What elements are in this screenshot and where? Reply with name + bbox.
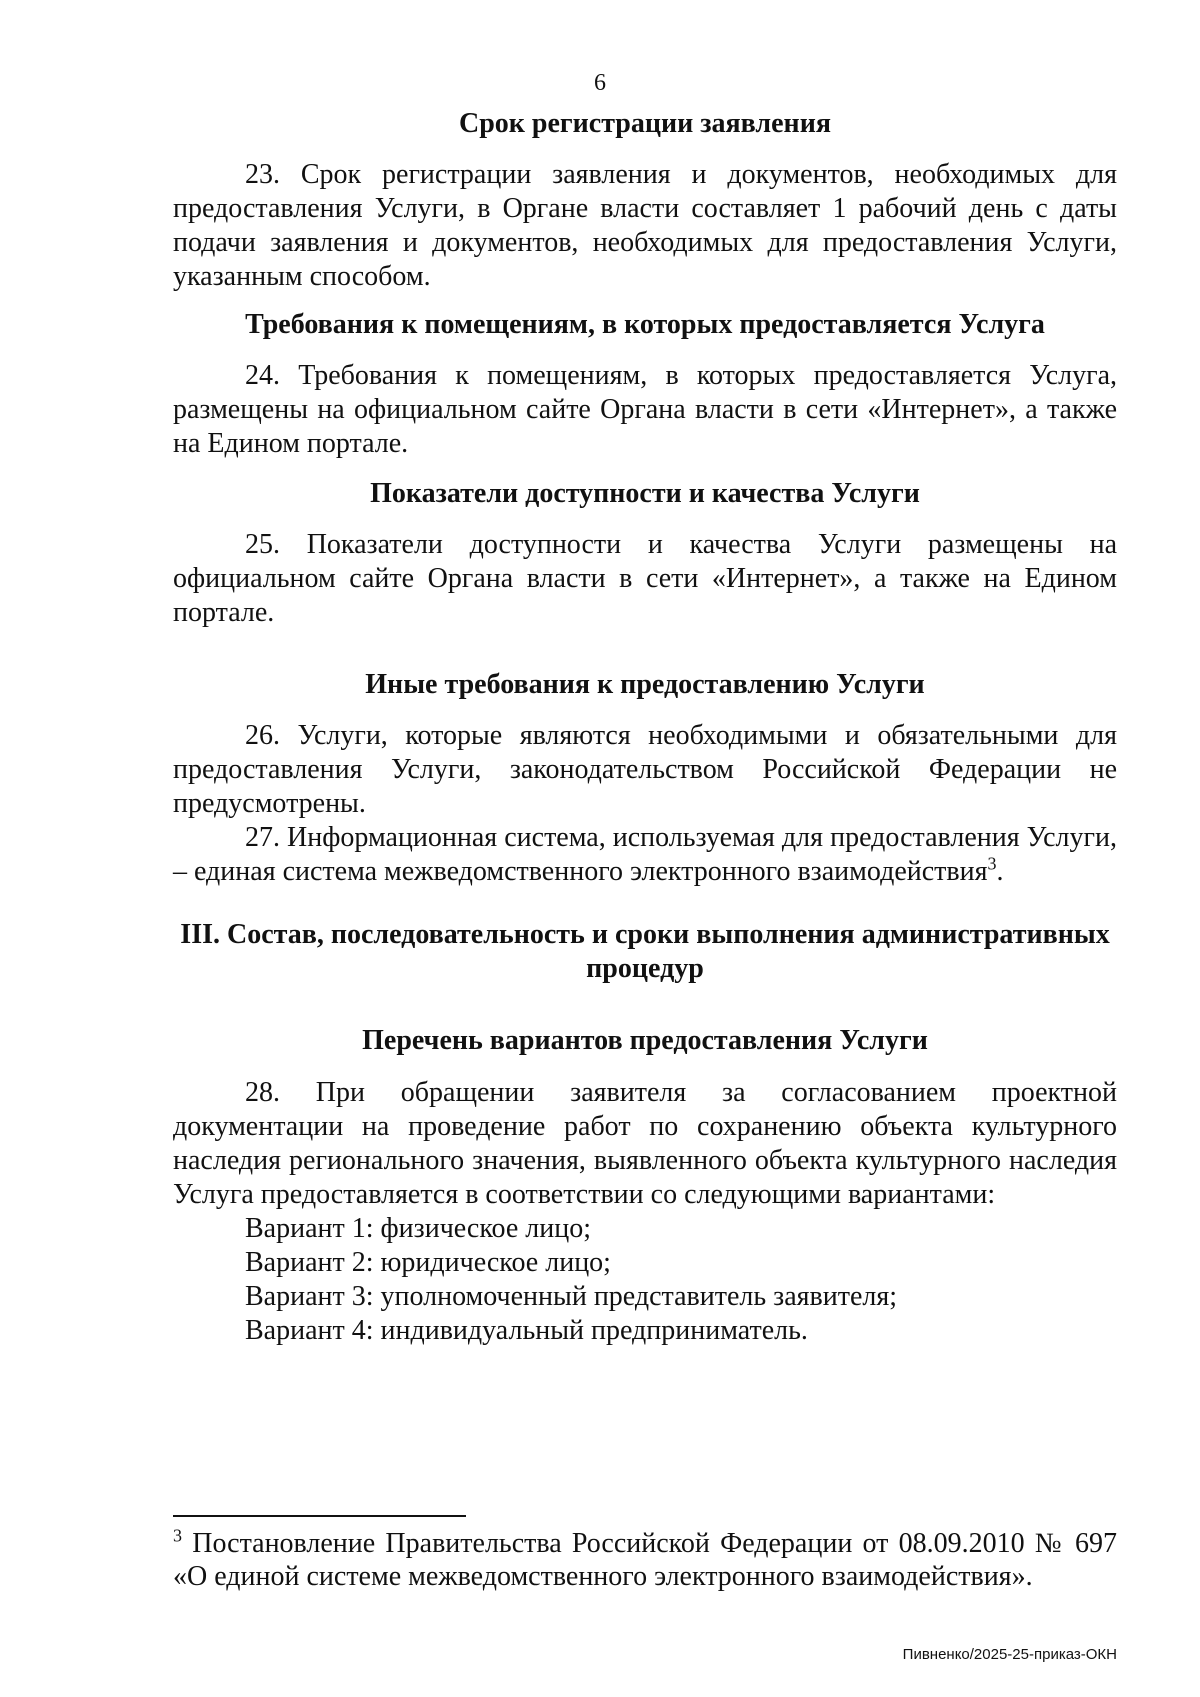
paragraph-25: 25. Показатели доступности и качества Услуги размещены на официальном сайте Органа власти в сети «Интернет», а также на Едином портале. [173, 529, 1117, 628]
paragraphs-26-27 [173, 719, 1117, 889]
paragraph-28: 28. При обращении заявителя за согласованием проектной документации на проведение работ по сохранению объекта культурного наследия регионального значения, выявленного объекта культурного наследия Услуга предоставляется в соответствии со следующими вариантами: [173, 1077, 1117, 1210]
paragraph-27 [173, 821, 1117, 889]
section-heading-accessibility-quality: Показатели доступности и качества Услуги [370, 478, 920, 509]
footnote-text: Постановление Правительства Российской Федерации от 08.09.2010 № 697 «О единой системе межведомственного электронного взаимодействия». [173, 1528, 1117, 1592]
chapter-heading-line-2: процедур [586, 953, 704, 984]
footnote-number: 3 [173, 1525, 182, 1546]
section-heading-other-requirements: Иные требования к предоставлению Услуги [365, 669, 925, 700]
variant-3: Вариант 3: уполномоченный представитель заявителя; [245, 1281, 898, 1312]
variant-4: Вариант 4: индивидуальный предприниматель. [245, 1315, 808, 1346]
section-heading-registration-term: Срок регистрации заявления [459, 108, 831, 139]
section-heading-premises-requirements: Требования к помещениям, в которых предоставляется Услуга [245, 309, 1045, 340]
paragraph-24: 24. Требования к помещениям, в которых предоставляется Услуга, размещены на официальном сайте Органа власти в сети «Интернет», а также на Едином портале. [173, 360, 1117, 459]
chapter-heading-iii [173, 918, 1117, 986]
footnote-separator [173, 1515, 466, 1517]
page-number: 6 [594, 70, 606, 96]
paragraph-27-end: . [996, 856, 1004, 887]
footnote [173, 1527, 1117, 1593]
paragraph-26: 26. Услуги, которые являются необходимыми и обязательными для предоставления Услуги, законодательством Российской Федерации не предусмотрены. [173, 720, 1117, 819]
variant-1: Вариант 1: физическое лицо; [245, 1213, 591, 1244]
footnote-reference: 3 [987, 853, 997, 874]
paragraph-27-text: 27. Информационная система, используемая для предоставления Услуги, – единая система межведомственного электронного взаимодействия [173, 822, 1117, 887]
paragraph-28-block [173, 1076, 1117, 1348]
variant-2: Вариант 2: юридическое лицо; [245, 1247, 611, 1278]
section-heading-service-variants: Перечень вариантов предоставления Услуги [362, 1025, 928, 1056]
paragraph-23: 23. Срок регистрации заявления и документов, необходимых для предоставления Услуги, в Органе власти составляет 1 рабочий день с даты подачи заявления и документов, необходимых для предоставления Услуги, указанным способом. [173, 159, 1117, 292]
document-stamp: Пивненко/2025-25-приказ-ОКН [902, 1646, 1117, 1663]
chapter-heading-line-1: III. Состав, последовательность и сроки выполнения административных [180, 919, 1110, 950]
